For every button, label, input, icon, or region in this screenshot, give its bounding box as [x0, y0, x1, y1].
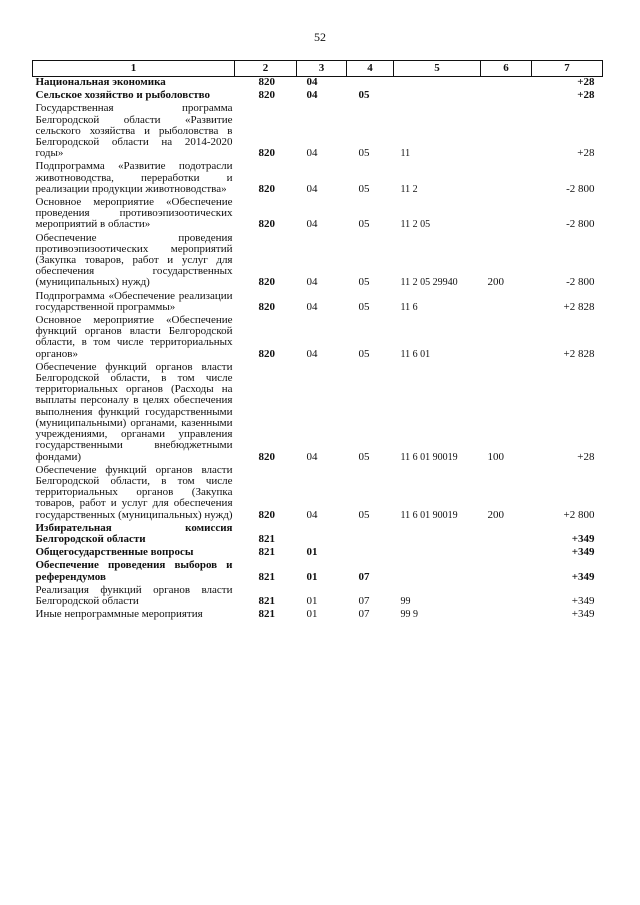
- row-amount: +349: [571, 608, 595, 621]
- table-row: [33, 315, 603, 362]
- row-section: 04: [306, 300, 318, 313]
- row-subsection: 05: [358, 89, 370, 102]
- row-section: 04: [306, 89, 318, 102]
- table-row: [33, 523, 603, 547]
- row-amount: +28: [577, 450, 595, 463]
- row-ministry: 820: [258, 450, 275, 463]
- row-ministry: 820: [258, 182, 275, 195]
- row-section: 04: [306, 508, 318, 521]
- row-expense-type: [481, 547, 532, 560]
- row-amount: -2 800: [566, 276, 595, 289]
- row-subsection: 05: [358, 276, 370, 289]
- row-amount: +349: [571, 570, 595, 583]
- table-row: [33, 77, 603, 91]
- row-name: Основное мероприятие «Обеспечение функций органов власти Белгородской области, в том числе территориальных органов»: [35, 314, 233, 360]
- row-subsection: 05: [358, 508, 370, 521]
- row-subsection: [347, 523, 394, 547]
- table-row: [33, 609, 603, 622]
- column-header-4: 4: [347, 61, 394, 77]
- table-row: [33, 233, 603, 291]
- row-expense-type: [481, 523, 532, 547]
- row-amount: -2 800: [566, 182, 595, 195]
- row-name: Подпрограмма «Развитие подотрасли животноводства, переработки и реализации продукции животноводства»: [35, 160, 233, 195]
- row-expense-type: [481, 315, 532, 362]
- row-name: Обеспечение функций органов власти Белгородской области, в том числе территориальных органов (Расходы на выплаты персоналу в целях обеспечения выполнения функций государственными (муниципальными) органами, казенными учреждениями, органами управления государственными внебюджетными фондами): [35, 360, 233, 463]
- row-amount: -2 800: [566, 218, 595, 231]
- row-name: Национальная экономика: [35, 76, 166, 88]
- row-target-article: 99: [400, 595, 411, 607]
- row-target-article: [394, 547, 481, 560]
- row-target-article: [394, 560, 481, 584]
- row-name: Избирательная комиссия Белгородской области: [35, 521, 233, 545]
- row-name: Общегосударственные вопросы: [35, 546, 194, 559]
- row-name: Иные непрограммные мероприятия: [35, 608, 203, 621]
- row-ministry: 820: [258, 89, 275, 102]
- column-header-2: 2: [235, 61, 297, 77]
- row-amount: +349: [571, 594, 595, 607]
- table-row: [33, 362, 603, 465]
- column-header-7: 7: [532, 61, 603, 77]
- table-row: [33, 560, 603, 584]
- table-row: [33, 197, 603, 233]
- row-expense-type: 200: [487, 276, 504, 289]
- row-target-article: 11 6: [400, 301, 418, 313]
- row-ministry: 820: [258, 300, 275, 313]
- row-name: Обеспечение проведения выборов и референдумов: [35, 559, 233, 583]
- budget-table: [32, 60, 603, 622]
- table-row: [33, 161, 603, 197]
- row-subsection: 07: [358, 570, 370, 583]
- row-ministry: 821: [258, 570, 275, 583]
- row-name: Реализация функций органов власти Белгородской области: [35, 583, 233, 607]
- row-amount: +2 800: [563, 508, 595, 521]
- row-amount: +28: [577, 89, 595, 102]
- row-subsection: 05: [358, 300, 370, 313]
- row-name: Обеспечение функций органов власти Белгородской области, в том числе территориальных органов (Закупка товаров, работ и услуг для обеспечения государственных (муниципальных) нужд): [35, 463, 233, 521]
- row-section: 04: [306, 182, 318, 195]
- row-target-article: 11 2: [400, 183, 418, 195]
- row-expense-type: 100: [487, 450, 504, 463]
- row-section: 04: [306, 76, 318, 88]
- row-subsection: 05: [358, 347, 370, 360]
- row-target-article: 11 2 05 29940: [400, 277, 458, 289]
- row-ministry: 821: [258, 594, 275, 607]
- row-section: 01: [306, 570, 318, 583]
- row-target-article: 11 6 01 90019: [400, 509, 458, 521]
- row-expense-type: [481, 161, 532, 197]
- row-ministry: 820: [258, 276, 275, 289]
- row-amount: +2 828: [563, 347, 595, 360]
- row-target-article: 11 6 01 90019: [400, 451, 458, 463]
- row-target-article: [394, 77, 481, 91]
- row-subsection: 07: [358, 594, 370, 607]
- row-name: Обеспечение проведения противоэпизоотических мероприятий (Закупка товаров, работ и услуг для обеспечения государственных (муниципальных) нужд): [35, 231, 233, 289]
- row-ministry: 820: [258, 508, 275, 521]
- table-row: [33, 585, 603, 609]
- row-target-article: [394, 90, 481, 103]
- row-name: Государственная программа Белгородской области «Развитие сельского хозяйства и рыболовства в Белгородской области на 2014-2020 годы»: [35, 102, 233, 160]
- row-ministry: 820: [258, 218, 275, 231]
- row-amount: +28: [577, 147, 595, 160]
- row-expense-type: [481, 609, 532, 622]
- column-header-1: 1: [33, 61, 235, 77]
- row-ministry: 820: [258, 76, 275, 88]
- row-subsection: [347, 77, 394, 91]
- row-target-article: 11: [400, 148, 411, 160]
- row-section: 04: [306, 218, 318, 231]
- row-ministry: 820: [258, 147, 275, 160]
- row-ministry: 821: [258, 546, 275, 559]
- row-target-article: [394, 523, 481, 547]
- row-section: 01: [306, 546, 318, 559]
- row-amount: +349: [571, 546, 595, 559]
- row-subsection: [347, 547, 394, 560]
- row-name: Подпрограмма «Обеспечение реализации государственной программы»: [35, 289, 233, 313]
- row-subsection: 05: [358, 147, 370, 160]
- row-expense-type: [481, 90, 532, 103]
- row-amount: +28: [577, 76, 595, 88]
- row-section: 04: [306, 450, 318, 463]
- row-section: [297, 523, 347, 547]
- row-subsection: 05: [358, 450, 370, 463]
- column-header-3: 3: [297, 61, 347, 77]
- row-amount: +349: [571, 532, 595, 545]
- table-row: [33, 291, 603, 315]
- row-section: 04: [306, 347, 318, 360]
- row-expense-type: [481, 291, 532, 315]
- row-target-article: 99 9: [400, 609, 418, 621]
- row-section: 01: [306, 608, 318, 621]
- table-row: [33, 103, 603, 161]
- row-section: 01: [306, 594, 318, 607]
- row-expense-type: [481, 560, 532, 584]
- row-name: Основное мероприятие «Обеспечение проведения противоэпизоотических мероприятий в области»: [35, 196, 233, 231]
- row-target-article: 11 6 01: [400, 348, 431, 360]
- row-expense-type: [481, 77, 532, 91]
- column-header-6: 6: [481, 61, 532, 77]
- row-ministry: 820: [258, 347, 275, 360]
- row-subsection: 05: [358, 218, 370, 231]
- row-ministry: 821: [258, 532, 275, 545]
- row-expense-type: [481, 585, 532, 609]
- row-name: Сельское хозяйство и рыболовство: [35, 89, 210, 102]
- row-subsection: 05: [358, 182, 370, 195]
- row-subsection: 07: [358, 608, 370, 621]
- table-row: [33, 465, 603, 523]
- row-amount: +2 828: [563, 300, 595, 313]
- row-expense-type: 200: [487, 508, 504, 521]
- table-header-row: [33, 61, 603, 77]
- row-expense-type: [481, 103, 532, 161]
- row-section: 04: [306, 147, 318, 160]
- row-expense-type: [481, 197, 532, 233]
- column-header-5: 5: [394, 61, 481, 77]
- row-ministry: 821: [258, 608, 275, 621]
- page-number: 52: [314, 30, 326, 44]
- row-target-article: 11 2 05: [400, 219, 431, 231]
- row-section: 04: [306, 276, 318, 289]
